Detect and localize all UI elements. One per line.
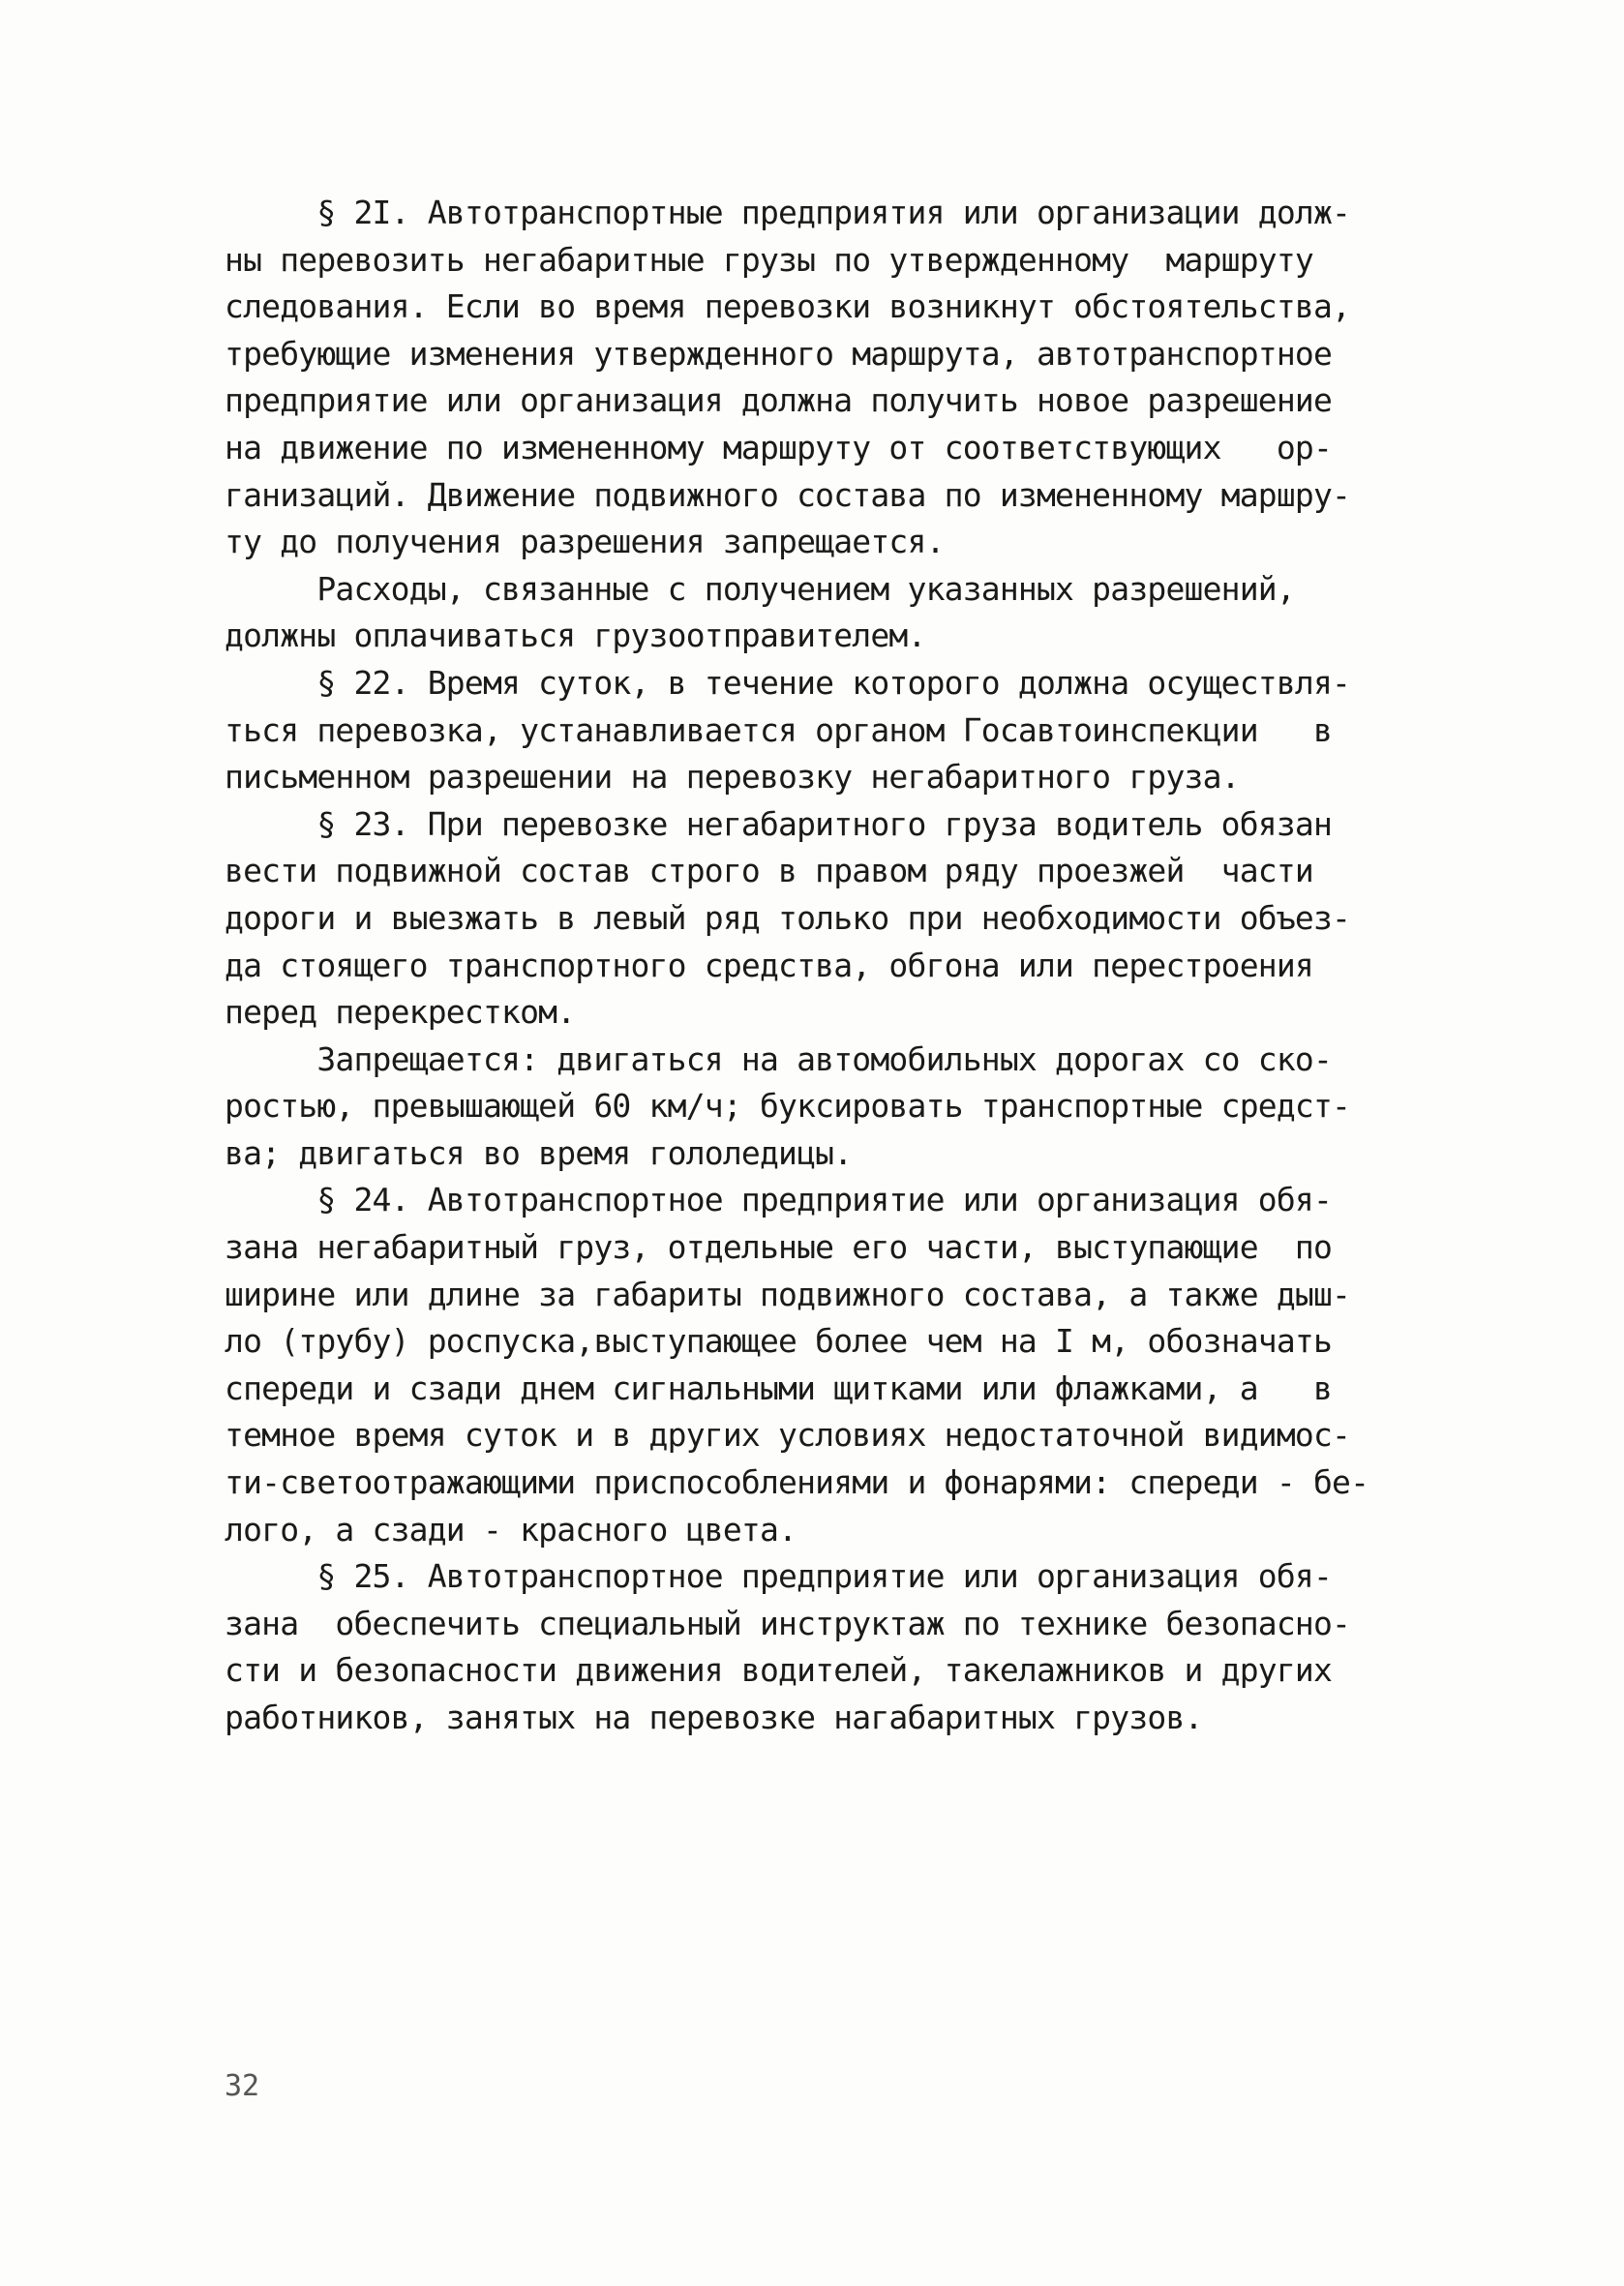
text-line: ны перевозить негабаритные грузы по утвержденному маршруту <box>225 240 1313 279</box>
text-line: зана негабаритный груз, отдельные его части, выступающие по <box>225 1228 1333 1267</box>
text-line: ростью, превышающей 60 км/ч; буксировать транспортные средст- <box>225 1087 1351 1126</box>
text-line: ло (трубу) роспуска,выступающее более чем на I м, обозначать <box>225 1322 1333 1361</box>
text-line: следования. Если во время перевозки возникнут обстоятельства, <box>225 287 1351 326</box>
text-line: вести подвижной состав строго в правом ряду проезжей части <box>225 852 1313 890</box>
text-line: ться перевозка, устанавливается органом Госавтоинспекции в <box>225 710 1333 749</box>
document-body <box>225 190 1483 1742</box>
text-line: § 2I. Автотранспортные предприятия или организации долж- <box>225 194 1351 231</box>
text-line: зана обеспечить специальный инструктаж по технике безопасно- <box>225 1604 1351 1642</box>
text-line: сти и безопасности движения водителей, такелажников и других <box>225 1651 1333 1690</box>
text-line: § 25. Автотранспортное предприятие или организация обя- <box>225 1557 1333 1596</box>
text-line: на движение по измененному маршруту от соответствующих ор- <box>225 428 1333 466</box>
text-line: темное время суток и в других условиях недостаточной видимос- <box>225 1416 1351 1455</box>
text-line: работников, занятых на перевозке нагабаритных грузов. <box>225 1699 1203 1736</box>
text-line: спереди и сзади днем сигнальными щитками или флажками, а в <box>225 1369 1333 1407</box>
text-line: лого, а сзади - красного цвета. <box>225 1510 797 1549</box>
text-line: ширине или длине за габариты подвижного состава, а также дыш- <box>225 1275 1351 1313</box>
text-line: должны оплачиваться грузоотправителем. <box>225 617 926 655</box>
text-line: § 24. Автотранспортное предприятие или организация обя- <box>225 1181 1333 1219</box>
text-line: предприятие или организация должна получить новое разрешение <box>225 381 1333 420</box>
text-line: да стоящего транспортного средства, обгона или перестроения <box>225 946 1313 984</box>
text-line: ва; двигаться во время гололедицы. <box>225 1133 853 1172</box>
text-line: ганизаций. Движение подвижного состава по измененному маршру- <box>225 475 1351 514</box>
text-line: требующие изменения утвержденного маршрута, автотранспортное <box>225 334 1333 373</box>
text-line: письменном разрешении на перевозку негабаритного груза. <box>225 758 1240 797</box>
text-line: перед перекрестком. <box>225 993 576 1032</box>
text-line: дороги и выезжать в левый ряд только при необходимости объез- <box>225 898 1351 937</box>
page-number: 32 <box>225 2069 260 2103</box>
text-line: ти-светоотражающими приспособлениями и фонарями: спереди - бе- <box>225 1463 1369 1502</box>
text-line: ту до получения разрешения запрещается. <box>225 523 945 561</box>
text-line: Запрещается: двигаться на автомобильных дорогах со ско- <box>225 1039 1333 1078</box>
text-line: § 22. Время суток, в течение которого должна осуществля- <box>225 663 1351 702</box>
text-line: Расходы, связанные с получением указанных разрешений, <box>225 569 1295 608</box>
text-line: § 23. При перевозке негабаритного груза водитель обязан <box>225 804 1333 843</box>
